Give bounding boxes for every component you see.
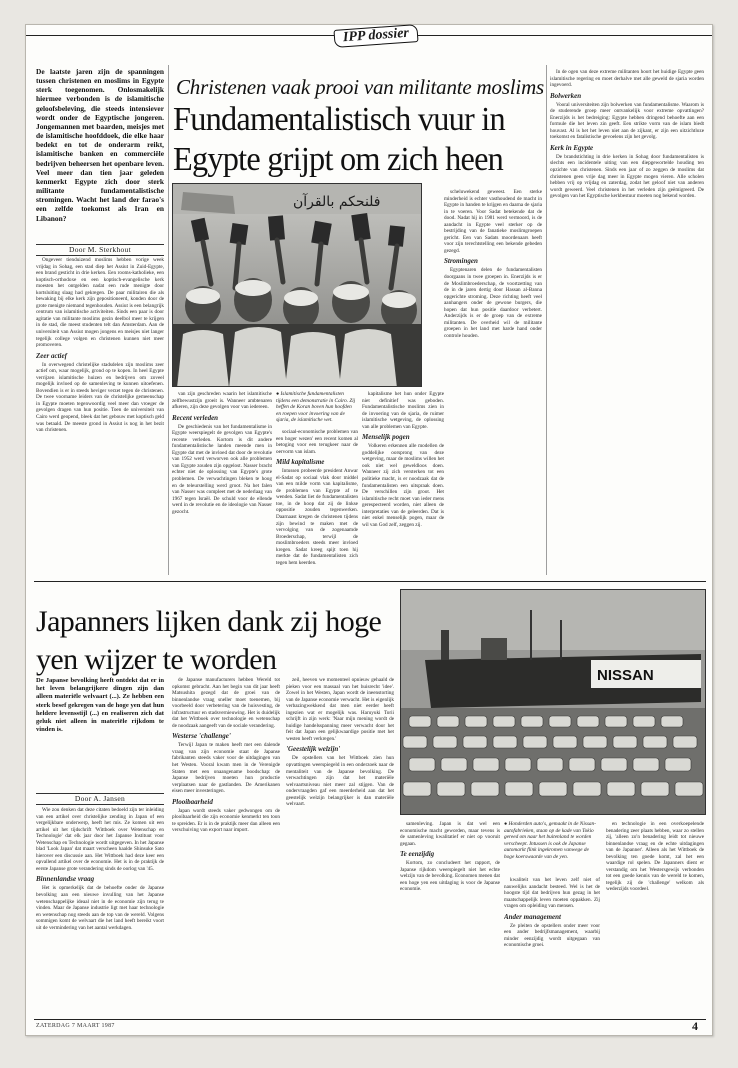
column-divider bbox=[168, 65, 169, 575]
page-number: 4 bbox=[692, 1019, 698, 1033]
article2-col5: kwaliteit van het leven zelf niet of nauwelijks aandacht besteed. Wel is het de hoogste tijd dat bedrijven hun gezag in het maatschappelijk leven moeten oppakken. Zij vragen om opleiding van mensen. Ander management Ze pleiten de opstellers onder meer voor een ander bedrijfsmanagement, waarbij minder eenzijdig wordt uitgegaan van economische groei. bbox=[504, 877, 600, 949]
section-divider bbox=[34, 581, 706, 582]
article2-col4: samenleving. Japan is dat wel een economische macht geworden, maar tevens is de samenleving kwalitatief er niet op vooruit gegaan. Te eenzijdig Kortom, zo concludeert het rapport, de Japanse rijkdom weerspiegelt niet het echte welzijn van de bevolking. Economen menen dat een hoge yen een uitdaging is voor de Japanse economie. bbox=[400, 821, 500, 893]
ship-name-text: NISSAN bbox=[597, 667, 654, 684]
article1-col3: sociaal-economische problemen van een hoger wezen' een recent komen al betoging voor een terugkeer naar de oervorm van islam. Mild kapitalisme Intussen probeerde president Anwar el-Sadat op sociaal vlak door middel van een milde vorm van kapitalisme, de problemen van Egypte af te wenden. Sadat liet de fundamentalisten toe, in de hoop dat zij de linkse oppositie zouden tegenwerken. Daarnaast kregen de christenen tijdens zijn bewind te maken met de vervolging van de zogenaamde Broederschap, terwijl de moslimbroeders steeds meer invloed kregen. Sadat kreeg spijt toen hij merkte dat de fundamentalisten zich tegen hem keerden. bbox=[276, 429, 358, 566]
article2-headline: Japanners lijken dank zij hoge yen wijzer te worden bbox=[36, 605, 382, 676]
article1-intro: De laatste jaren zijn de spanningen tussen christenen en moslims in Egypte sterk toegenomen. Onlosmakelijk hiermee verbonden is de islamitische geloofsbeleving, die steeds intensiever wordt onder de Egyptische jongeren. Jongemannen met baarden, meisjes met de islamitische hoofddoek, die elke haar bedekt en tot de onderarm reikt, islamitische banken en commerciële bedrijven beheersen het openbare leven. Veel meer dan tien jaar geleden kenmerkt Egypte zich door sterk militante fundamentalistische stromingen. Wacht het land der farao's een zelfde toekomst als Iran en Libanon? bbox=[36, 67, 164, 223]
article1-col6: In de ogen van deze extreme militanten hoort het huidige Egypte geen islamitische regering en moet derhalve met alle geweld de sjaria worden ingevoerd. Bolwerken Vooral universiteiten zijn bolwerken van fundamentalisme. Waarom is de studerende groep meer ontvankelijk voor extreme opvattingen? Enerzijds is het bedreiging: Egypte hebben dringend behoefte aan een formule die het leven zin geeft. Een strikte vorm van de islam biedt houvast. Al is het het leven niet aan de zijkant, er zijn een uitzichtloze toekomst en fatalistische gevoelens zijn het gevolg. Kerk in Egypte De brandstichting in drie kerken in Sohag door fundamentalisten is slechts een incidentele uiting van een diepgewortelde houding ten opzichte van christenen. Sinds een jaar of zo zeggen de moslims dat christenen geen vrije dag meer in Egypte mogen vieren. Alle scholen hebben vrij op vrijdag en zaterdag, zodat het geloof niet van anderen wordt geweerd. Veel christenen in het verleden zijn geëmigreerd. De gevolgen van het Egyptische kerkbestuur moeten nog bekend worden. bbox=[550, 69, 704, 200]
footer-rule bbox=[34, 1019, 706, 1020]
article2-intro: De Japanse bevolking heeft ontdekt dat er in het leven belangrijkere dingen zijn dan alleen materiële welvaart (...). Ze hebben een sterk besef gekregen van de hoge yen dat hun heldere levensstijl (...) en realiseren zich dat geluk niet alleen in materiële rijkdom te vinden is. bbox=[36, 677, 164, 734]
article1-col4: kapitalisme het hun onder Egypte niet definitief was geboden. Fundamentalistische moslims zien in de invoering van de sjaria, de ruimer islamitische wetgeving, de oplossing van alle problemen van Egypte. Menselijk pogen Volkeren erkennen alle modellen de goddelijke oorsprong van deze wetgeving, maar de moslims willen het ook niet wel geweldloos doen. Wanneer zij zich versterken tot een politieke macht, is er noodzaak dat de fundamentalisten een uitspraak doen. De verschillen zijn groot. Het islamitische recht moet van ieder mens gerespecteerd worden, niet alleen de interpretaties van de geleerden. Dat is niet enkel menselijk pogen, maar de wil van God zelf, zeggen zij. bbox=[362, 391, 444, 528]
footer-date: ZATERDAG 7 MAART 1987 bbox=[36, 1023, 115, 1029]
article2-col2: de Japanse manufacturers hebben Wereld tot opkomst gebracht. Aan het begin van dit jaar heeft Matsushita gezegd dat de groei van de binnenlandse vraag sneller moet toenemen, bij voorbeeld door verbetering van de huisvesting, de infrastructuur en stadsvernieuwing. Het is duidelijk dat het Wittboek over technologie en wetenschap de noodzaak aangeeft van de sociale verandering. Westerse 'challenge' Terwijl Japan te maken heeft met een dalende vraag van zijn economie staat de Japanse fabrikanten steeds vaker voor de uitdagingen van het Westen. Vooral kwam men in de Verenigde Staten met een onaangename boodschap: de Japanse bedrijven moeten hun productie verplaatsen naar de gastlanden. De Amerikanen eisen meer investeringen. Plooibaarheid Japan wordt steeds vaker gedwongen om de plooibaarheid die zijn economie kenmerkt ten toon te spreiden. Er is in de praktijk meer dan alleen een verschuiving van export naar import. bbox=[172, 677, 280, 834]
article2-photo-caption: ● Honderden auto's, gemaakt in de Nissan-autofabrieken, staan op de kade van Tokio gereed om naar het buitenland te worden verscheept. Intussen is ook de Japanse automarkt flink ingekromen vanwege de hoge koerswaarde van de yen. bbox=[504, 821, 596, 860]
demonstration-photo bbox=[172, 183, 422, 387]
caption-bullet-icon: ● bbox=[504, 821, 509, 827]
newspaper-page bbox=[25, 24, 713, 1036]
article1-col2: van zijn geschreden waarin het islamitische zelfbewustzijn groeit is. Wanneer ambtenaren afkeren, zijn deze gevolgen voor van iedereen. Recent verleden De geschiedenis van het fundamentalisme in Egypte weerspiegelt de gevolgen van Egypte's recente verleden. Kortom is dit andere fundamentalistische landen meende men in Egypte dat met de invloed dat door de revolutie van 1952 werd verworven ook alle problemen van Egypte zouden zijn opgelost. Nasser bracht echter niet de oplossing van Egypte's grote problemen. De verwachtingen bleken te hoog en de teleurstelling werd groot. Na het falen van Nasser was compleet met de nederlaag van 1967 tegen Israël. De schuld voor de ellende werd in de revolutie en de ideologie van Nasser gezocht. bbox=[172, 391, 272, 515]
nissan-cars-photo-graphic bbox=[401, 590, 706, 815]
article2-byline: Door A. Jansen bbox=[36, 793, 164, 805]
dossier-logo: IPP dossier bbox=[333, 24, 418, 48]
article2-col6: en technologie in een overkoepelende benadering zeer plaats hebben, waar zo stellen zij, 'alleen zo'n benadering leidt tot nieuwe binnenlandse vraag en de echte uitdagingen van de Japanner'. Alleen als het Wittboek de bevolking ten goede komt, zal het een waardige rol spelen. De Japanners dient er verstandig om het Westersgewijs verbonden tot een goede kennis van de wereld te komen, tegelijk zij de 'challenge' welkom als wederzijds voordeel. bbox=[606, 821, 704, 893]
banner-text: فلنحكم بالقرآن bbox=[293, 194, 381, 210]
nissan-cars-photo bbox=[400, 589, 706, 815]
demonstration-photo-graphic bbox=[173, 184, 422, 387]
article2-col1: Wie zou denken dat deze citaten bedoeld zijn ter inleiding van een artikel over christelijke zending in Japan of een vergelijkbare onderwerp, heeft het mis. Ze komen uit een artikel uit het tijdschrift 'Wittboek over Wetenschap en Technologie' dat elk jaar door het Japanse Instituut voor Wetenschap en Technologie wordt uitgegeven. In het Japanse blad 'Look Japan' dat maart verscheen haalde Shinsuke Sato hierover een discussie aan. Het Wittboek had deze keer een opvallend artikel over de economie. Het is in de praktijk de eerste Japanse grote verandering sinds de oorlog van '45. Binnenlandse vraag Het is opmerkelijk dat de behoefte onder de Japanse bevolking aan een nieuwe invulling van het Japanse wetenschappelijke ideaal niet in de economie zijn terug te vinden. Maar de Japanse industrie ligt met haar technologie en wetenschap nog steeds aan de top van de wereld. Volgens sommigen komt de welvaart die het land heeft bereikt voort uit de vermindering van het aantal werkdagen. bbox=[36, 807, 164, 931]
article1-col5: scheluwekend geweest. Een sterke minderheid is echter vasthoudend de macht in Egypte in handen te krijgen en daarna de sjaria in te voeren. Voor Sadat betekende dat de dood. Nadat hij in 1981 werd vermoord, is de aandacht in Egypte veel sterker op de bestrijding van de fanatieke moslimgroepen gericht. Een van Sadats moordenaars heeft voor zijn terechtstelling een bekende gebeden gezegd. Stromingen Egyptenaren delen de fundamentalisten doorgaans in twee groepen in. Enerzijds is er de Moslimbroederschap, de voortzetting van de in de jaren dertig door Hassan al-Banna opgerichte stroming. Deze richting heeft veel aanhangers onder de gewone burgers, die hopen dat hun positie daardoor verbetert. Anderzijds is er de groep van de extreme militanten. De overheid wil de militante groepen in het land met harde hand onder controle houden. bbox=[444, 189, 542, 339]
article1-byline: Door M. Sterkhout bbox=[36, 244, 164, 256]
column-divider bbox=[546, 65, 547, 575]
article1-kicker: Christenen vaak prooi van militante moslims bbox=[176, 75, 545, 99]
article1-headline: Fundamentalistisch vuur in Egypte grijpt om zich heen bbox=[173, 101, 505, 178]
article1-photo-caption: ● Islamitische fundamentalisten tijdens een demonstratie in Cairo. Zij heffen de Koran boven hun hoofden en roepen voor invoering van de sjaria, de islamitische wet. bbox=[276, 391, 356, 423]
caption-bullet-icon: ● bbox=[276, 391, 281, 397]
article1-col1: Ongeveer tienduizend moslims hebben vorige week vrijdag in Sohag, een stad diep het Assiut in Zuid-Egypte, een brand gesticht in drie kerken. Een rooms-katholieke, een koptisch-orthodoxe en een koptisch-evangelische kerk moesten het ontgelden nadat een rude menigte door kortsluiting slaag had gekregen. De paar militairen die als bewaking bij elke kerk zijn gepositioneerd, konden door de grote menigte niemand tegenhouden. Assiut is een belangrijk centrum van islamitische activiteiten. Sinds een paar is door agitatie van militante moslims gezin deelbol meer te krijgen in de stad, die meest studenten telt dan Amsterdam. Aan de universiteit van Assiut mogen jongens en meisjes niet langer tegelijk college volgen en christenen kunnen niet meer promoveren. Zeer actief In overwegend christelijke stadsdelen zijn moslims zeer actief om, waar mogelijk, grond op te kopen. In heel Egypte verrijzen islamitische huizen en bedrijven om zoveel mogelijk invloed op de samenleving te kunnen uitoefenen. Bovendien is er in steeds heviger verzet tegen de christenen. De twee voorname leiders van de christelijke gemeenschap in Egypte moeten tegenwoordig veel meer dan vroeger de gevolgen dragen van hun positie. Toen de universiteit van Cairo werd geopend, bleek dat het gebouw met koptisch geld was betaald. De meeste grond in Assiut is nog in het bezit van christenen. bbox=[36, 257, 164, 434]
article2-col3: zeil, heeven we momenteel opnieuw gehaald de pieken voor een massaal van het huisrecht 'idee'. Zowel in het Westen, Japan wordt de ineenstorting van de Japanse economie verwacht. Het is eigenlijk verbazingwekkend dat men niet eerder heeft ingezien wat er mogelijk was. Haruyuki Torii schrijft in zijn werk: 'Naar mijn mening wordt de huidige handelsspanning meer verwacht door het feit dat Japan een gelijkwaardige positie met het westen heeft verkregen.' 'Geestelijk welzijn' De opstellers van het Wittboek zien hun opvattingen weerspiegeld in een onderzoek naar de mentaliteit van de Japanse bevolking. De verwachtingen zijn dat het materiële welvaartsniveau niet meer zal stijgen. Van de ondervraagden gaf een meerderheid aan dat het geestelijk welzijn belangrijker is dan materiële welvaart. bbox=[286, 677, 394, 808]
